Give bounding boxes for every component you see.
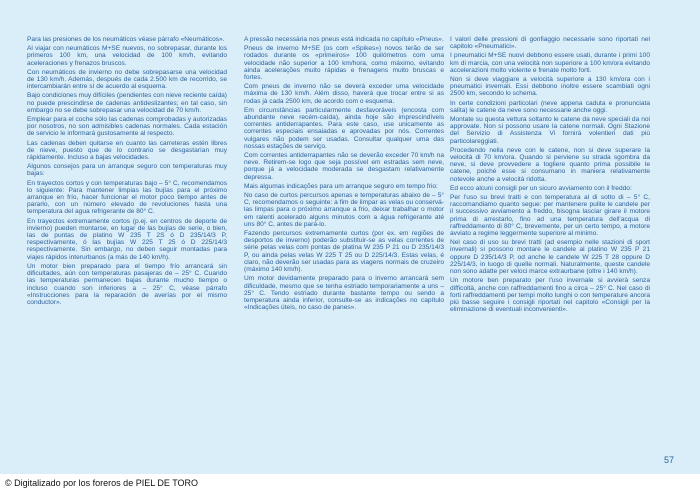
paragraph: Per l'uso su brevi tratti e con temperatura al di sotto di – 5° C, raccomandiamo quanto segue: per mantenere pulite le candele per il successivo avviamento a freddo, bisogna lasciar girare il motore prima di arrestarlo, fino ad una temperatura dell'acqua di raffreddamento di 80° C, brevemente, per un certo tempo, a motore avviato a regime leggermente superiore al minimo.	[450, 194, 650, 238]
paragraph: Procedendo nella neve con le catene, non si deve superare la velocità di 70 km/ora. Quando si perviene su strada sgombra da neve, si deve provvedere a togliere quanto prima possibile le catene, poiché esse si consumano in maniera relativamente notevole anche a velocità ridotta.	[450, 146, 650, 183]
spanish-text-column	[27, 36, 227, 308]
digitization-credit: © Digitalizado por los foreros de PIEL DE TORO	[5, 478, 199, 488]
paragraph: I valori delle pressioni di gonfiaggio necessarie sono riportati nel capitolo «Pneumatici».	[450, 36, 650, 51]
paragraph: Con neumáticos de invierno no debe sobrepasarse una velocidad de 130 km/h. Además, después de cada 2.500 km de recorrido, se intercambiarán entre sí de acuerdo al esquema.	[27, 68, 227, 91]
paragraph: Mais algumas indicações para um arranque seguro em tempo frio:	[244, 182, 438, 190]
paragraph: Um motor devidamente preparado para o inverno arrancará sem dificuldade, mesmo que se tenha estriado temporariamente a uns – 25° C. Tendo estriado durante bastante tempo ou sendo a temperatura ainda inferior, consulte-se as indicações no capítulo «Indicações úteis, no caso de panes».	[244, 275, 444, 312]
paragraph: Un motore ben preparato per l'uso invernale si avvierà senza difficoltà, anche con raffreddamenti fino a circa – 25° C. Nel caso di forti raffreddamenti per tempi molto lunghi o con temperature ancora più basse seguire i consigli riportati nel capitolo «Consigli per la eliminazione di eventuali inconvenienti».	[450, 277, 650, 314]
paragraph: En trayectos extremamente cortos (p.ej. en centros de deporte de invierno) pueden montarse, en lugar de las bujías de serie, o bien, las de puntas de platino W 235 T 2S ó D 235/14/3 P, respectivamente, ó las bujías W 225 T 25 ó D 225/14/3 respectivamente. Sin embargo, no deben seguir montadas para viajes rápidos interurbanos (a más de 140 km/h).	[27, 217, 227, 261]
paragraph: Para las presiones de los neumáticos véase párrafo «Neumáticos».	[27, 36, 225, 43]
paragraph: Com pneus de inverno não se deverá exceder uma velocidade máxima de 130 km/h. Além disso, haverá que trocar entre si as rodas já cada 2500 km, de acordo com o esquema.	[244, 83, 444, 105]
paragraph: Al viajar con neumáticos M+SE nuevos, no sobrepasar, durante los primeros 100 km, una velocidad de 100 km/h, evitando aceleraciones y frenazos bruscos.	[27, 45, 227, 67]
paragraph: A pressão necessária nos pneus está indicada no capítulo «Pneus».	[244, 36, 444, 43]
paragraph: Nel caso di uso su brevi tratti (ad esempio nelle stazioni di sport invernali) si possono montare le candele al platino W 235 P 21 oppure D 235/14/3 P, od anche le candele W 225 T 28 oppure D 225/14/3, in luogo di quelle normali. Naturalmente, queste candele non sono adatte per veloci marce extraurbane (oltre i 140 km/h).	[450, 239, 650, 276]
page-number: 57	[664, 455, 675, 465]
paragraph: I pneumatici M+SE nuovi debbono essere usati, durante i primi 100 km di marcia, con una velocità non superiore a 100 km/ora evitando accelerazioni molto violente e frenate molto forti.	[450, 52, 650, 74]
italian-text-column	[450, 36, 650, 315]
paragraph: Montate su questa vettura soltanto le catene da neve speciali da noi approvate. Non si possono usare la catene normali. Ogni Stazione del Servizio di Assistenza Vi fornirà volentieri dati più particolareggiati.	[450, 116, 650, 145]
portuguese-text-column	[244, 36, 444, 313]
paragraph: Un motor bien preparado para el tiempo frío arrancará sin dificultades, aún con temperaturas pasajeras de – 25° C. Cuando las temperaturas permanecen bajas durante mucho tiempo o incluso cuando son inferiores a – 25° C, véase párrafo «Instrucciones para la reparación de averías por el mismo conductor».	[27, 262, 227, 306]
paragraph: Ed ecco alcuni consigli per un sicuro avviamento con il freddo:	[450, 184, 632, 192]
paragraph: Non si deve viaggiare a velocità superiore a 130 km/ora con i pneumatici invernali. Essi debbono inoltre essere scambiati ogni 2500 km, secondo lo schema.	[450, 76, 650, 98]
paragraph: Fazendo percursos extremamente curtos (por ex. em regiões de desportos de inverno) poderão substituir-se as velas correntes de série pelas velas com pontas de platina W 235 P 21 ou D 235/14/3 P, ou ainda pelas velas W 225 T 25 ou D 225/14/3. Estas velas, é claro, não deverão ser usadas para as viagens normais de cruzeiro (máximo 140 km/h).	[244, 230, 444, 274]
paragraph: Bajo condiciones muy difíciles (pendientes con nieve reciente caída) no puede prescindirse de cadenas antideslizantes; en tal caso, sin embargo no se debe sobrepasar una velocidad de 70 km/h.	[27, 92, 227, 114]
paragraph: Com correntes antiderrapantes não se deverão exceder 70 km/h na neve. Retirem-se logo que seja possível em estradas sem neve, porque já a velocidade moderada se desgastam relativamente depressa.	[244, 152, 444, 181]
paragraph: Em circunstâncias particularmente desfavoráveis (encosta com abundante neve recém-caída), ainda hoje são imprescindíveis correntes antiderrapantes. Para este caso, use unicamente as correntes especiais ensaiadas e aprovadas por nós. Correntes vulgares não podem ser usadas. Consultar qualquer uma das nossas estações de serviço.	[244, 106, 444, 150]
paragraph: Algunos consejos para un arranque seguro con temperaturas muy bajas:	[27, 163, 227, 178]
paragraph: Pneus de inverno M+SE (os com «Spikes») novos terão de ser rodados durante os «primeiros» 100 quilómetros com uma velocidade não superior a 100 km/hora, como máximo, evitando ainda acelerações muito rápidas e frenagens muito bruscas e fortes.	[244, 45, 444, 82]
paragraph: En trayectos cortos y con temperaturas bajo – 5° C, recomendamos lo siguiente: Para mantener limpias las bujías para el próximo arranque en frío, hacer funcionar el motor poco tiempo antes de pararlo, con un número elevado de revoluciones hasta una temperatura del agua refrigerante de 80° C.	[27, 179, 227, 216]
paragraph: No caso de curtos percursos apenas e temperaturas abaixo de – 5° C, recomendamos o seguinte: a fim de limpar as velas ou conservá-las limpas para o próximo arranque a frio, deixar trabalhar o motor em ralenti acelerado alguns minutos com a água refrigerante até uns 80° C, antes de pará-lo.	[244, 192, 444, 228]
paragraph: Las cadenas deben quitarse en cuanto las carreteras estén libres de nieve, puesto que de lo contrario se desgastarían muy rápidamente. Incluso a bajas velocidades.	[27, 139, 227, 162]
paragraph: Emplear para el coche sólo las cadenas comprobadas y autorizadas por nosotros, no son admisibles cadenas normales. Cada estación de servicio le informará gustosamente al respecto.	[27, 116, 227, 138]
paragraph: In certe condizioni particolari (neve appena caduta e pronunciata salita) le catene da neve sono necessarie anche oggi.	[450, 99, 650, 114]
